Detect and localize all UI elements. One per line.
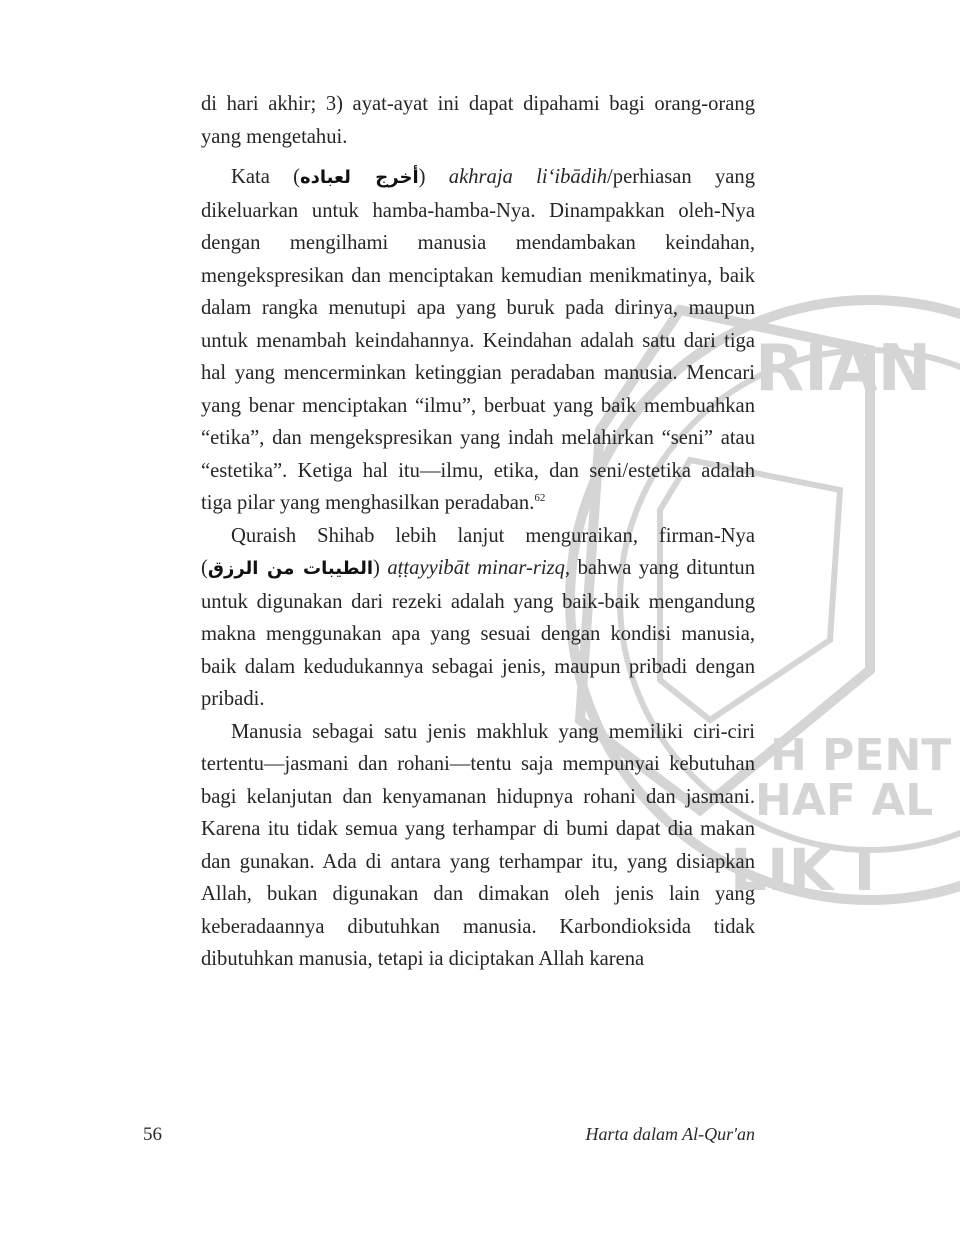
- paragraph-4: Manusia sebagai satu jenis makhluk yang memiliki ciri-ciri tertentu—jasmani dan rohani—tentu saja mempunyai kebutuhan bagi kelanjutan dan kenyamanan hidupnya rohani dan jasmani. Karena itu tidak semua yang terhampar di bumi dapat dia makan dan gunakan. Ada di antara yang terhampar itu, yang disiapkan Allah, bukan digunakan dan dimakan oleh jenis lain yang keberadaannya dibutuhkan manusia. Karbondioksida tidak dibutuhkan manusia, tetapi ia diciptakan Allah karena: [201, 720, 755, 970]
- footnote-ref-62[interactable]: 62: [534, 492, 546, 505]
- paragraph-2: [201, 161, 755, 520]
- quraish-lead: Quraish Shihab lebih lanjut menguraikan, firman-Nya (: [201, 524, 755, 579]
- kata-lead: Kata (: [231, 166, 301, 188]
- paragraph-3-rest: bahwa yang dituntun untuk digunakan dari rezeki adalah yang baik-baik mengandung makna menggunakan apa yang sesuai dengan kondisi manusia, baik dalam kedudukannya sebagai jenis, maupun pribadi dengan pribadi.: [201, 557, 756, 710]
- main-text: [201, 88, 755, 976]
- paren-close: ): [418, 166, 426, 188]
- transliteration-attayyibat: aṭṭayyibāt minar-rizq,: [379, 557, 571, 579]
- page-number: 56: [143, 1124, 162, 1145]
- svg-text:RIAN: RIAN: [755, 332, 932, 406]
- paragraph-3: [201, 520, 755, 716]
- paren-close-2: ): [373, 557, 380, 579]
- svg-text:HAF AL: HAF AL: [755, 775, 934, 826]
- paragraph-2-rest: /perhiasan yang dikeluarkan untuk hamba-hamba-Nya. Dinampakkan oleh-Nya dengan mengilhami manusia mendambakan keindahan, mengekspresikan dan menciptakan kemudian menikmatinya, baik dalam rangka menutupi apa yang buruk pada dirinya, maupun untuk menambah keindahannya. Keindahan adalah satu dari tiga hal yang mencerminkan ketinggian peradaban manusia. Mencari yang benar menciptakan “ilmu”, berbuat yang baik membuahkan “etika”, dan mengekspresikan yang indah melahirkan “seni” atau “estetika”. Ketiga hal itu—ilmu, etika, dan seni/estetika adalah tiga pilar yang menghasilkan peradaban.: [201, 166, 755, 514]
- paragraph-1: di hari akhir; 3) ayat-ayat ini dapat dipahami bagi orang-orang yang mengetahui.: [201, 93, 755, 148]
- running-title: Harta dalam Al-Qur'an: [585, 1124, 755, 1144]
- svg-text:H PENT: H PENT: [770, 730, 952, 781]
- arabic-attayyibat: الطيبات من الرزق: [207, 558, 374, 579]
- svg-text:LIK I: LIK I: [730, 836, 876, 904]
- arabic-akhraja: أخرج لعباده: [300, 167, 419, 188]
- transliteration-akhraja: akhraja li‘ibādih: [425, 166, 608, 188]
